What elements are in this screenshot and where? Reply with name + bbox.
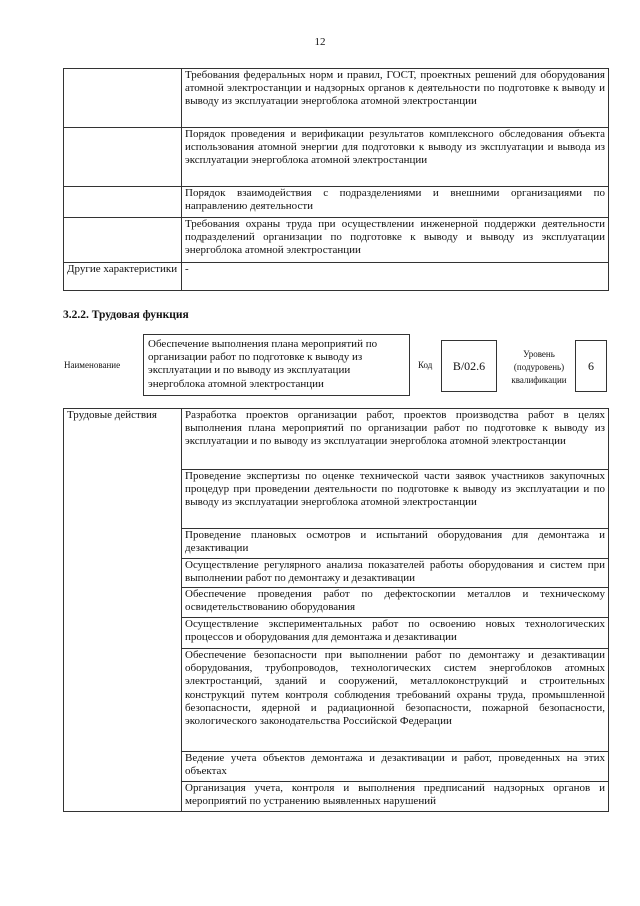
table-cell: Порядок проведения и верификации результатов комплексного обследования объекта использования атомной энергии для подготовки к выводу из эксплуатации и вывода из эксплуатации энергоблока атомной электростанции xyxy=(182,128,609,187)
page-number: 12 xyxy=(314,36,326,48)
function-name-label: Наименование xyxy=(64,360,121,370)
function-name-box xyxy=(143,334,410,396)
table-cell xyxy=(64,218,182,263)
table-cell: Требования федеральных норм и правил, ГОСТ, проектных решений для оборудования атомной электростанции и надзорных органов к деятельности по подготовке к выводу и выводу из эксплуатации энергоблока атомной электростанции xyxy=(182,69,609,128)
table-cell xyxy=(64,128,182,187)
table-cell: Обеспечение проведения работ по дефектоскопии металлов и техническому освидетельствованию оборудования xyxy=(182,588,609,618)
table-cell: Осуществление экспериментальных работ по освоению новых технологических процессов и оборудования для демонтажа и дезактивации xyxy=(182,618,609,649)
code-box xyxy=(441,340,497,392)
table-cell: Осуществление регулярного анализа показателей работы оборудования и систем при выполнении работ по демонтажу и дезактивации xyxy=(182,559,609,588)
table-row xyxy=(64,69,609,128)
table-row xyxy=(64,128,609,187)
table-cell: Требования охраны труда при осуществлении инженерной поддержки деятельности подразделений организации по подготовке к выводу и выводу из эксплуатации энергоблока атомной электростанции xyxy=(182,218,609,263)
knowledge-table xyxy=(63,68,609,291)
table-cell: Разработка проектов организации работ, проектов производства работ в целях выполнения плана мероприятий по организации работ по подготовке к выводу из эксплуатации и по выводу из эксплуатации энергоблока атомной электростанции xyxy=(182,409,609,470)
table-cell: Ведение учета объектов демонтажа и дезактивации и работ, проведенных на этих объектах xyxy=(182,752,609,782)
labor-actions-table xyxy=(63,408,609,812)
table-cell xyxy=(64,69,182,128)
qualification-level-label: Уровень (подуровень) квалификации xyxy=(511,349,567,385)
other-characteristics-value: - xyxy=(182,263,609,291)
table-cell: Обеспечение безопасности при выполнении работ по демонтажу и дезактивации оборудования, трубопроводов, технологических систем энергоблоков атомных электростанций, зданий и сооружений, металлоконструкций и строительных конструкций путем контроля соблюдения требований охраны труда, промышленной безопасности, ядерной и радиационной безопасности, пожарной безопасности, экологического законодательства Российской Федерации xyxy=(182,649,609,752)
code-label: Код xyxy=(418,360,433,370)
table-row xyxy=(64,218,609,263)
code-value: B/02.6 xyxy=(452,358,486,373)
level-value: 6 xyxy=(588,358,594,373)
table-cell: Проведение экспертизы по оценке технической части заявок участников закупочных процедур при проведении деятельности по подготовке к выводу из эксплуатации и по выводу из эксплуатации энергоблока атомной электростанции xyxy=(182,470,609,529)
table-cell: Проведение плановых осмотров и испытаний оборудования для демонтажа и дезактивации xyxy=(182,529,609,559)
section-heading: 3.2.2. Трудовая функция xyxy=(63,309,189,321)
other-characteristics-label: Другие характеристики xyxy=(64,263,182,291)
table-cell: Порядок взаимодействия с подразделениями и внешними организациями по направлению деятельности xyxy=(182,187,609,218)
level-box xyxy=(575,340,607,392)
function-name-value: Обеспечение выполнения плана мероприятий по организации работ по подготовке к выводу из эксплуатации и по выводу из эксплуатации энергоблока атомной электростанции xyxy=(148,338,378,390)
table-cell xyxy=(64,187,182,218)
table-row xyxy=(64,263,609,291)
table-row xyxy=(64,409,609,470)
table-row xyxy=(64,187,609,218)
labor-actions-label: Трудовые действия xyxy=(64,409,182,812)
table-cell: Организация учета, контроля и выполнения предписаний надзорных органов и мероприятий по устранению выявленных нарушений xyxy=(182,782,609,812)
